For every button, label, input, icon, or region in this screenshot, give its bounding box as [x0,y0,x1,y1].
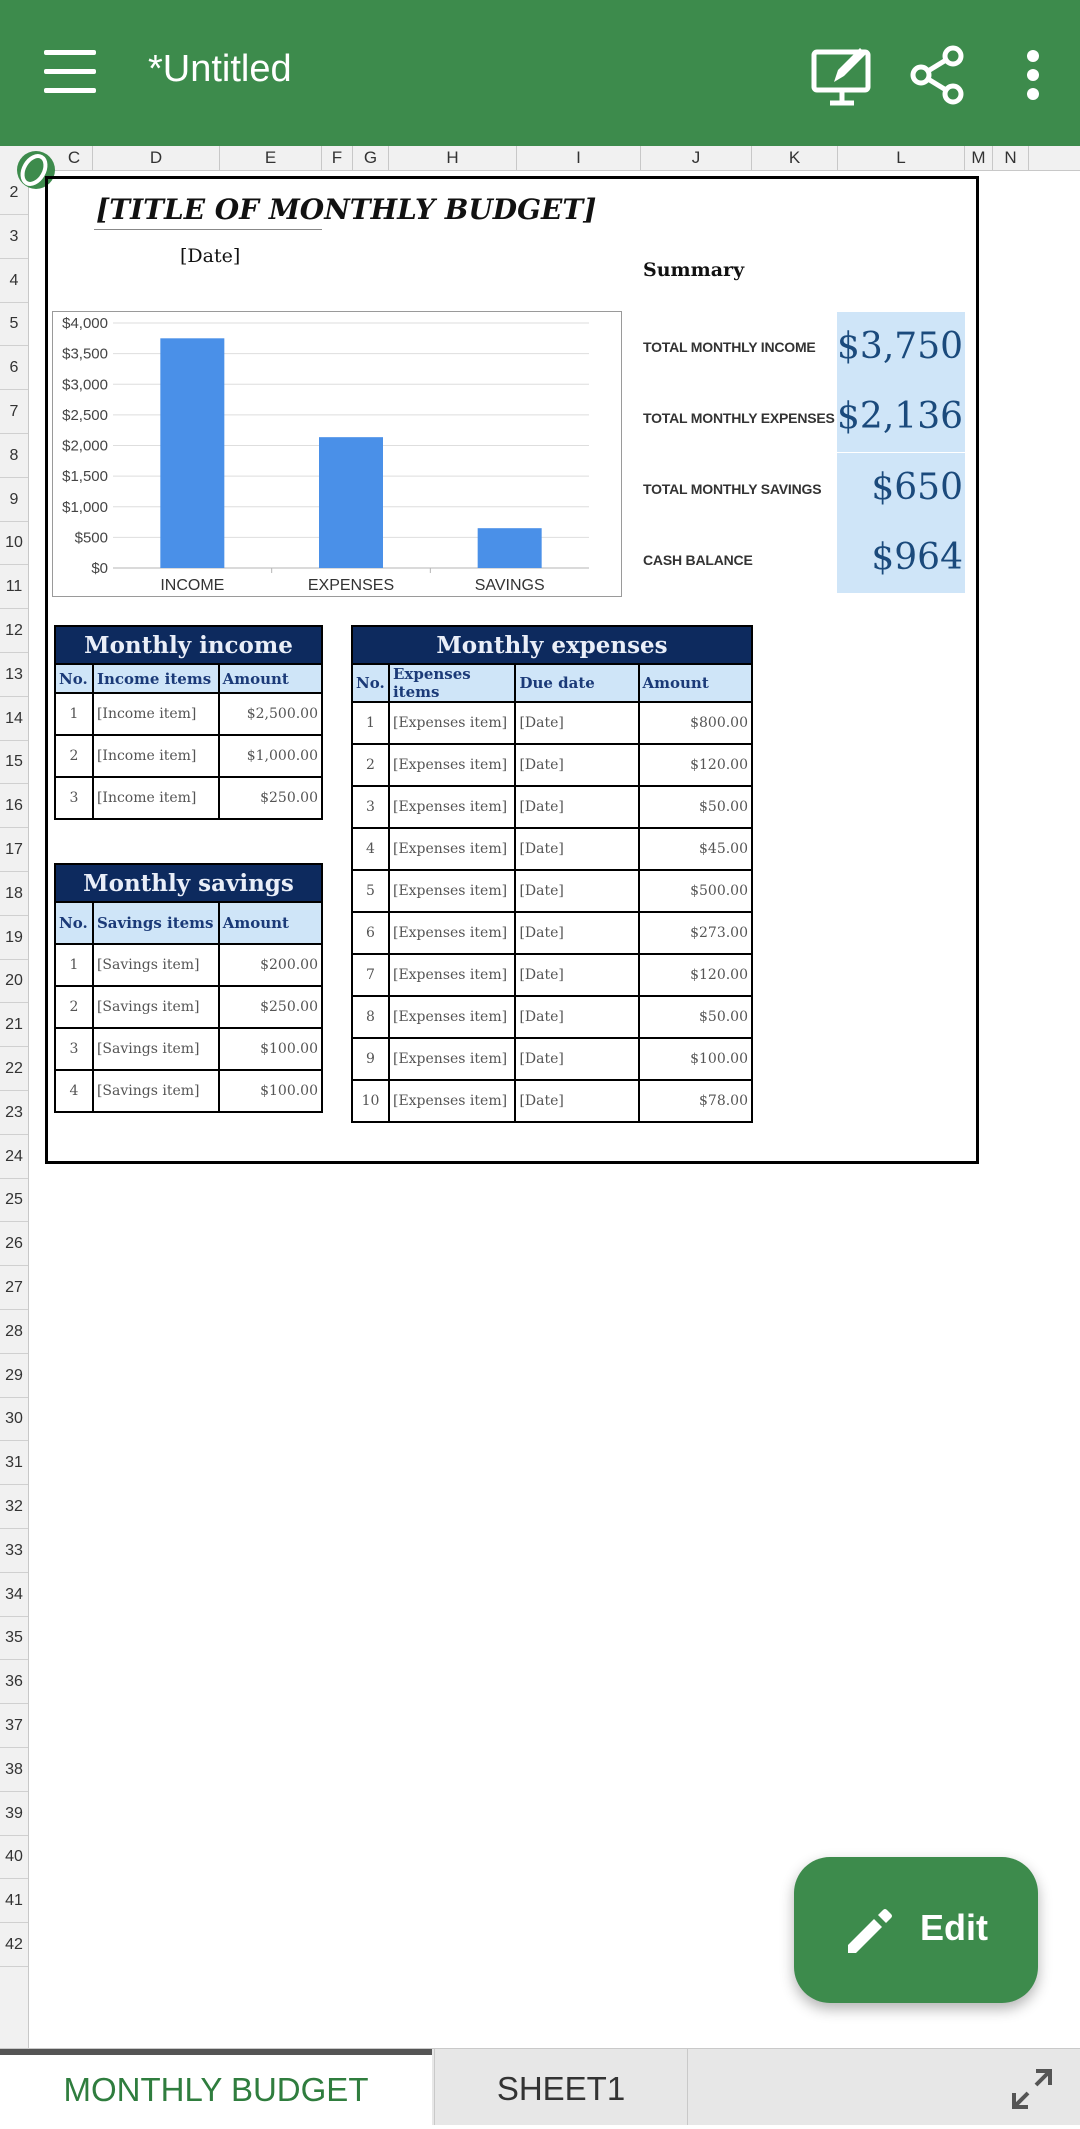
table-row [55,777,322,819]
sheet-tabs [0,2048,1080,2125]
table-cell[interactable]: [Expenses item] [389,912,515,954]
column-header-cell[interactable]: M [965,146,993,170]
table-cell[interactable]: $1,000.00 [219,735,322,777]
table-cell[interactable]: [Expenses item] [389,786,515,828]
bar-savings[interactable] [478,528,542,568]
row-header-cell[interactable]: 10 [0,521,28,565]
summary-value-savings[interactable]: $650 [837,453,965,523]
row-header-cell[interactable]: 30 [0,1397,28,1441]
table-cell[interactable]: $78.00 [639,1080,753,1122]
y-tick-label: $2,500 [62,406,108,424]
row-header-cell[interactable]: 14 [0,697,28,741]
expenses-col-items[interactable]: Expenses items [389,664,515,702]
menu-icon[interactable] [40,46,102,98]
table-row [352,912,752,954]
row-header-cell[interactable]: 8 [0,434,28,478]
bar-expenses[interactable] [319,437,383,568]
row-header-cell[interactable]: 21 [0,1003,28,1047]
table-row [352,744,752,786]
row-header-cell[interactable]: 22 [0,1047,28,1091]
table-cell[interactable]: 5 [352,870,389,912]
row-header-cell[interactable]: 37 [0,1704,28,1748]
table-row [55,693,322,735]
table-row [55,1070,322,1112]
table-cell[interactable]: [Income item] [93,693,219,735]
table-cell[interactable]: [Date] [515,954,638,996]
row-header-cell[interactable]: 28 [0,1310,28,1354]
table-cell[interactable]: [Expenses item] [389,828,515,870]
expenses-table [351,625,753,1123]
row-header [0,170,29,2048]
column-header-cell[interactable]: H [389,146,517,170]
table-cell[interactable]: $800.00 [639,702,753,744]
income-table-heading[interactable]: Monthly income [55,626,322,664]
table-cell[interactable]: [Savings item] [93,1070,219,1112]
table-cell[interactable]: 3 [55,777,93,819]
table-cell[interactable]: [Savings item] [93,944,219,986]
table-cell[interactable]: 6 [352,912,389,954]
row-header-cell[interactable]: 2 [0,171,28,215]
table-cell[interactable]: [Date] [515,744,638,786]
income-col-no[interactable]: No. [55,664,93,693]
y-tick-label: $1,500 [62,468,108,486]
table-cell[interactable]: 10 [352,1080,389,1122]
row-header-cell[interactable]: 9 [0,478,28,522]
table-cell[interactable]: [Expenses item] [389,870,515,912]
table-cell[interactable]: 2 [55,986,93,1028]
table-cell[interactable]: [Date] [515,828,638,870]
row-header-cell[interactable]: 26 [0,1222,28,1266]
savings-col-items[interactable]: Savings items [93,902,219,944]
column-header-cell[interactable]: N [993,146,1029,170]
column-header-cell[interactable]: L [838,146,965,170]
table-cell[interactable]: $50.00 [639,996,753,1038]
y-tick-label: $4,000 [62,315,108,332]
row-header-cell[interactable]: 20 [0,959,28,1003]
table-cell[interactable]: [Income item] [93,735,219,777]
table-row [55,944,322,986]
row-header-cell[interactable]: 38 [0,1748,28,1792]
column-header-cell[interactable]: F [322,146,353,170]
table-cell[interactable]: 2 [55,735,93,777]
income-col-items[interactable]: Income items [93,664,219,693]
column-header-cell[interactable]: G [353,146,389,170]
table-cell[interactable]: $2,500.00 [219,693,322,735]
table-cell[interactable]: [Date] [515,1038,638,1080]
expand-icon[interactable] [1004,2061,1060,2117]
app-bar [0,0,1080,146]
row-header-cell[interactable]: 12 [0,609,28,653]
y-tick-label: $1,000 [62,498,108,516]
row-header-cell[interactable]: 15 [0,740,28,784]
table-cell[interactable]: $120.00 [639,744,753,786]
more-options-icon[interactable] [998,40,1068,110]
tab-sheet1[interactable]: SHEET1 [434,2049,688,2125]
summary-label-expenses[interactable]: TOTAL MONTHLY EXPENSES [643,410,835,426]
row-header-cell[interactable]: 4 [0,259,28,303]
table-cell[interactable]: 4 [352,828,389,870]
table-row [352,702,752,744]
table-cell[interactable]: $100.00 [219,1028,322,1070]
table-row [352,1080,752,1122]
row-header-cell[interactable]: 41 [0,1879,28,1923]
table-cell[interactable]: $273.00 [639,912,753,954]
table-cell[interactable]: [Expenses item] [389,996,515,1038]
table-cell[interactable]: [Income item] [93,777,219,819]
bar-income[interactable] [160,338,224,568]
row-header-cell[interactable]: 36 [0,1660,28,1704]
row-header-cell[interactable]: 7 [0,390,28,434]
column-header-cell[interactable]: J [641,146,752,170]
table-cell[interactable]: [Savings item] [93,986,219,1028]
share-icon[interactable] [903,40,973,110]
y-tick-label: $3,500 [62,345,108,363]
table-cell[interactable]: [Date] [515,702,638,744]
table-cell[interactable]: [Expenses item] [389,954,515,996]
row-header-cell[interactable]: 19 [0,916,28,960]
row-header-cell[interactable]: 13 [0,653,28,697]
expenses-col-due-date[interactable]: Due date [515,664,638,702]
row-header-cell[interactable]: 23 [0,1091,28,1135]
expenses-table-heading[interactable]: Monthly expenses [352,626,752,664]
x-tick-label: EXPENSES [307,577,395,594]
table-cell[interactable]: 1 [352,702,389,744]
row-header-cell[interactable]: 11 [0,565,28,609]
savings-col-no[interactable]: No. [55,902,93,944]
table-row [55,1028,322,1070]
table-cell[interactable]: [Expenses item] [389,1038,515,1080]
row-header-cell[interactable]: 27 [0,1266,28,1310]
table-cell[interactable]: [Date] [515,870,638,912]
income-table [54,625,323,820]
table-cell[interactable]: $500.00 [639,870,753,912]
row-header-cell[interactable]: 5 [0,302,28,346]
column-header-cell[interactable]: I [517,146,641,170]
table-cell[interactable]: 2 [352,744,389,786]
row-header-cell[interactable]: 25 [0,1178,28,1222]
row-header-cell[interactable]: 18 [0,872,28,916]
row-header-cell[interactable]: 32 [0,1485,28,1529]
table-cell[interactable]: 4 [55,1070,93,1112]
table-cell[interactable]: [Date] [515,912,638,954]
table-cell[interactable]: [Date] [515,1080,638,1122]
row-header-cell[interactable]: 34 [0,1573,28,1617]
summary-value-cash-balance[interactable]: $964 [837,523,965,593]
table-cell[interactable]: $100.00 [639,1038,753,1080]
table-row [352,1038,752,1080]
table-cell[interactable]: 9 [352,1038,389,1080]
summary-label-savings[interactable]: TOTAL MONTHLY SAVINGS [643,481,822,497]
table-row [55,735,322,777]
table-row [352,828,752,870]
table-cell[interactable]: $250.00 [219,777,322,819]
row-header-cell[interactable]: 24 [0,1135,28,1179]
column-header-cell[interactable]: K [752,146,838,170]
table-row [352,954,752,996]
table-cell[interactable]: [Expenses item] [389,744,515,786]
table-cell[interactable]: $45.00 [639,828,753,870]
table-cell[interactable]: 3 [352,786,389,828]
row-header-cell[interactable]: 29 [0,1354,28,1398]
savings-table [54,863,323,1113]
table-cell[interactable]: [Savings item] [93,1028,219,1070]
table-cell[interactable]: 1 [55,693,93,735]
row-header-cell[interactable]: 17 [0,828,28,872]
document-title: *Untitled [148,48,292,90]
table-cell[interactable]: $200.00 [219,944,322,986]
row-header-cell[interactable]: 42 [0,1923,28,1967]
row-header-cell[interactable]: 40 [0,1835,28,1879]
row-header-cell[interactable]: 6 [0,346,28,390]
edit-button-label: Edit [920,1907,988,1948]
summary-value-income[interactable]: $3,750 [837,312,965,382]
expenses-col-amount[interactable]: Amount [639,664,753,702]
table-cell[interactable]: $50.00 [639,786,753,828]
table-cell[interactable]: 7 [352,954,389,996]
bar-chart [53,312,621,596]
table-row [352,870,752,912]
title-underline [94,229,322,230]
table-cell[interactable]: [Expenses item] [389,1080,515,1122]
table-cell[interactable]: 8 [352,996,389,1038]
row-header-cell[interactable]: 35 [0,1616,28,1660]
row-header-cell[interactable]: 39 [0,1792,28,1836]
present-icon[interactable] [808,40,878,110]
x-tick-label: SAVINGS [474,577,545,594]
table-cell[interactable]: $120.00 [639,954,753,996]
table-cell[interactable]: 3 [55,1028,93,1070]
edit-button[interactable] [794,1857,1038,2003]
row-header-cell[interactable]: 3 [0,215,28,259]
row-header-cell[interactable]: 16 [0,784,28,828]
budget-date[interactable]: [Date] [180,245,241,267]
savings-table-heading[interactable]: Monthly savings [55,864,322,902]
income-col-amount[interactable]: Amount [219,664,322,693]
budget-chart[interactable] [52,311,622,597]
table-cell[interactable]: [Expenses item] [389,702,515,744]
y-tick-label: $0 [91,560,108,577]
x-tick-label: INCOME [160,577,225,594]
table-row [352,786,752,828]
table-cell[interactable]: 1 [55,944,93,986]
column-header-cell[interactable]: C [56,146,93,170]
pencil-icon [842,1905,896,1959]
summary-label-cash-balance[interactable]: CASH BALANCE [643,552,753,568]
table-row [352,996,752,1038]
summary-heading[interactable]: Summary [643,259,745,281]
table-row [55,986,322,1028]
table-cell[interactable]: [Date] [515,996,638,1038]
tab-monthly-budget[interactable]: MONTHLY BUDGET [0,2049,432,2125]
budget-title[interactable]: [TITLE OF MONTHLY BUDGET] [96,193,597,226]
table-cell[interactable]: $250.00 [219,986,322,1028]
table-cell[interactable]: $100.00 [219,1070,322,1112]
row-header-cell[interactable]: 31 [0,1441,28,1485]
table-cell[interactable]: [Date] [515,786,638,828]
summary-value-expenses[interactable]: $2,136 [837,382,965,452]
column-header [0,146,1080,171]
column-header-cell[interactable]: D [93,146,220,170]
y-tick-label: $2,000 [62,437,108,455]
y-tick-label: $3,000 [62,376,108,394]
expenses-col-no[interactable]: No. [352,664,389,702]
y-tick-label: $500 [74,529,108,547]
summary-label-income[interactable]: TOTAL MONTHLY INCOME [643,339,816,355]
savings-col-amount[interactable]: Amount [219,902,322,944]
row-header-cell[interactable]: 33 [0,1529,28,1573]
column-header-cell[interactable]: E [220,146,322,170]
